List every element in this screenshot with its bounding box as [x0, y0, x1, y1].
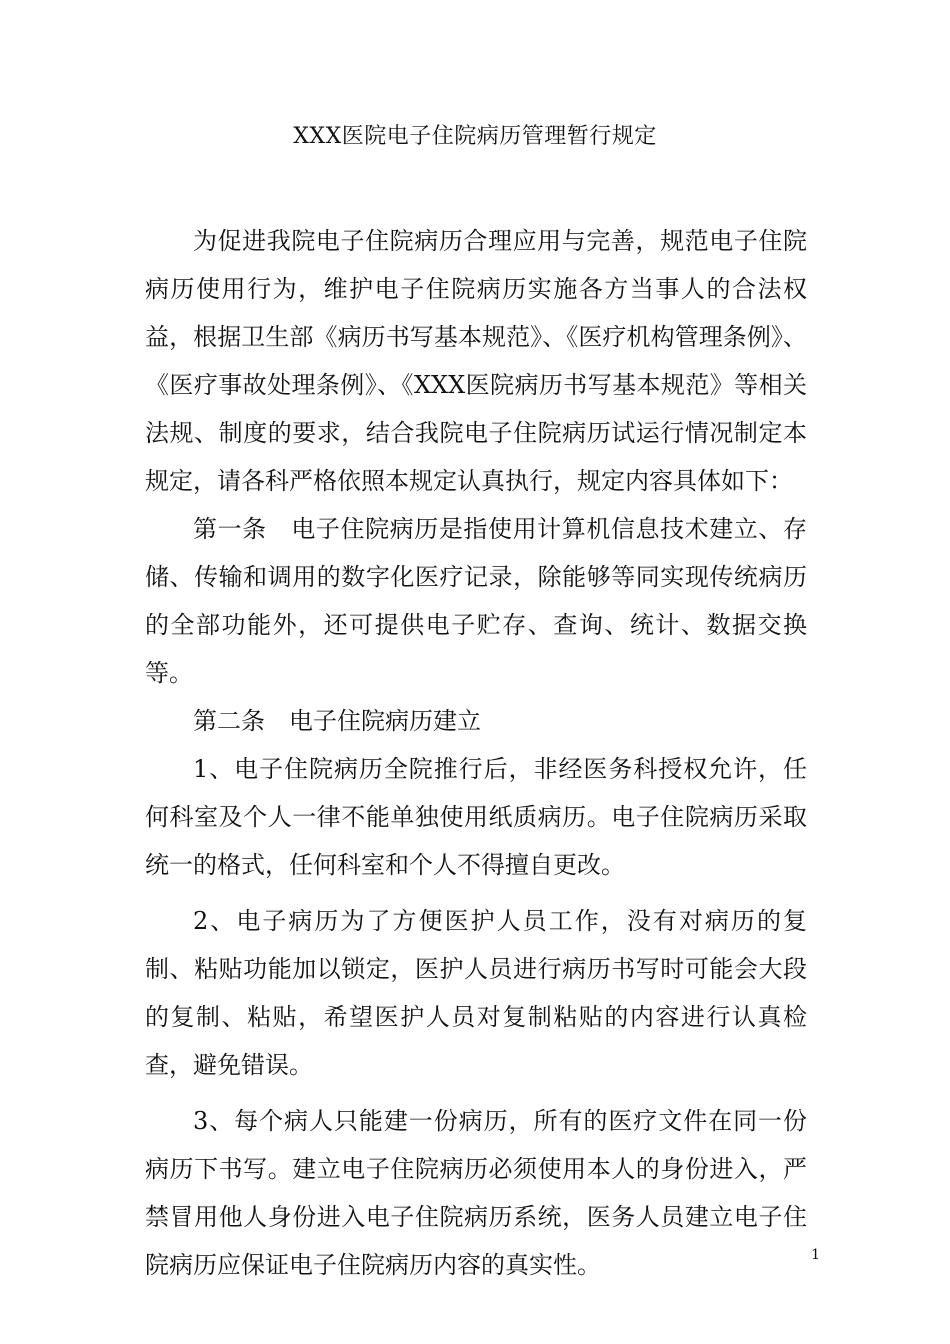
document-title: XXX医院电子住院病历管理暂行规定 [293, 124, 657, 149]
paragraph-article-2-heading: 第二条 电子住院病历建立 [193, 707, 481, 735]
paragraph-item-3: 3、每个病人只能建一份病历，所有的医疗文件在同一份病历下书写。建立电子住院病历必须使用本人的身份进入，严禁冒用他人身份进入电子住院病历系统，医务人员建立电子住院病历应保证电子住院病历内容的真实性。 [145, 1107, 807, 1279]
document-body [145, 217, 807, 1289]
page-number: 1 [811, 1247, 820, 1263]
paragraph-article-1: 第一条 电子住院病历是指使用计算机信息技术建立、存储、传输和调用的数字化医疗记录，除能够等同实现传统病历的全部功能外，还可提供电子贮存、查询、统计、数据交换等。 [145, 515, 807, 687]
paragraph-item-1: 1、电子住院病历全院推行后，非经医务科授权允许，任何科室及个人一律不能单独使用纸质病历。电子住院病历采取统一的格式，任何科室和个人不得擅自更改。 [145, 755, 807, 879]
paragraph-item-2: 2、电子病历为了方便医护人员工作，没有对病历的复制、粘贴功能加以锁定，医护人员进行病历书写时可能会大段的复制、粘贴，希望医护人员对复制粘贴的内容进行认真检查，避免错误。 [145, 907, 807, 1079]
paragraph-preamble: 为促进我院电子住院病历合理应用与完善，规范电子住院病历使用行为，维护电子住院病历实施各方当事人的合法权益，根据卫生部《病历书写基本规范》、《医疗机构管理条例》、《医疗事故处理条例》、《XXX医院病历书写基本规范》等相关法规、制度的要求，结合我院电子住院病历试运行情况制定本规定，请各科严格依照本规定认真执行，规定内容具体如下： [145, 227, 807, 495]
